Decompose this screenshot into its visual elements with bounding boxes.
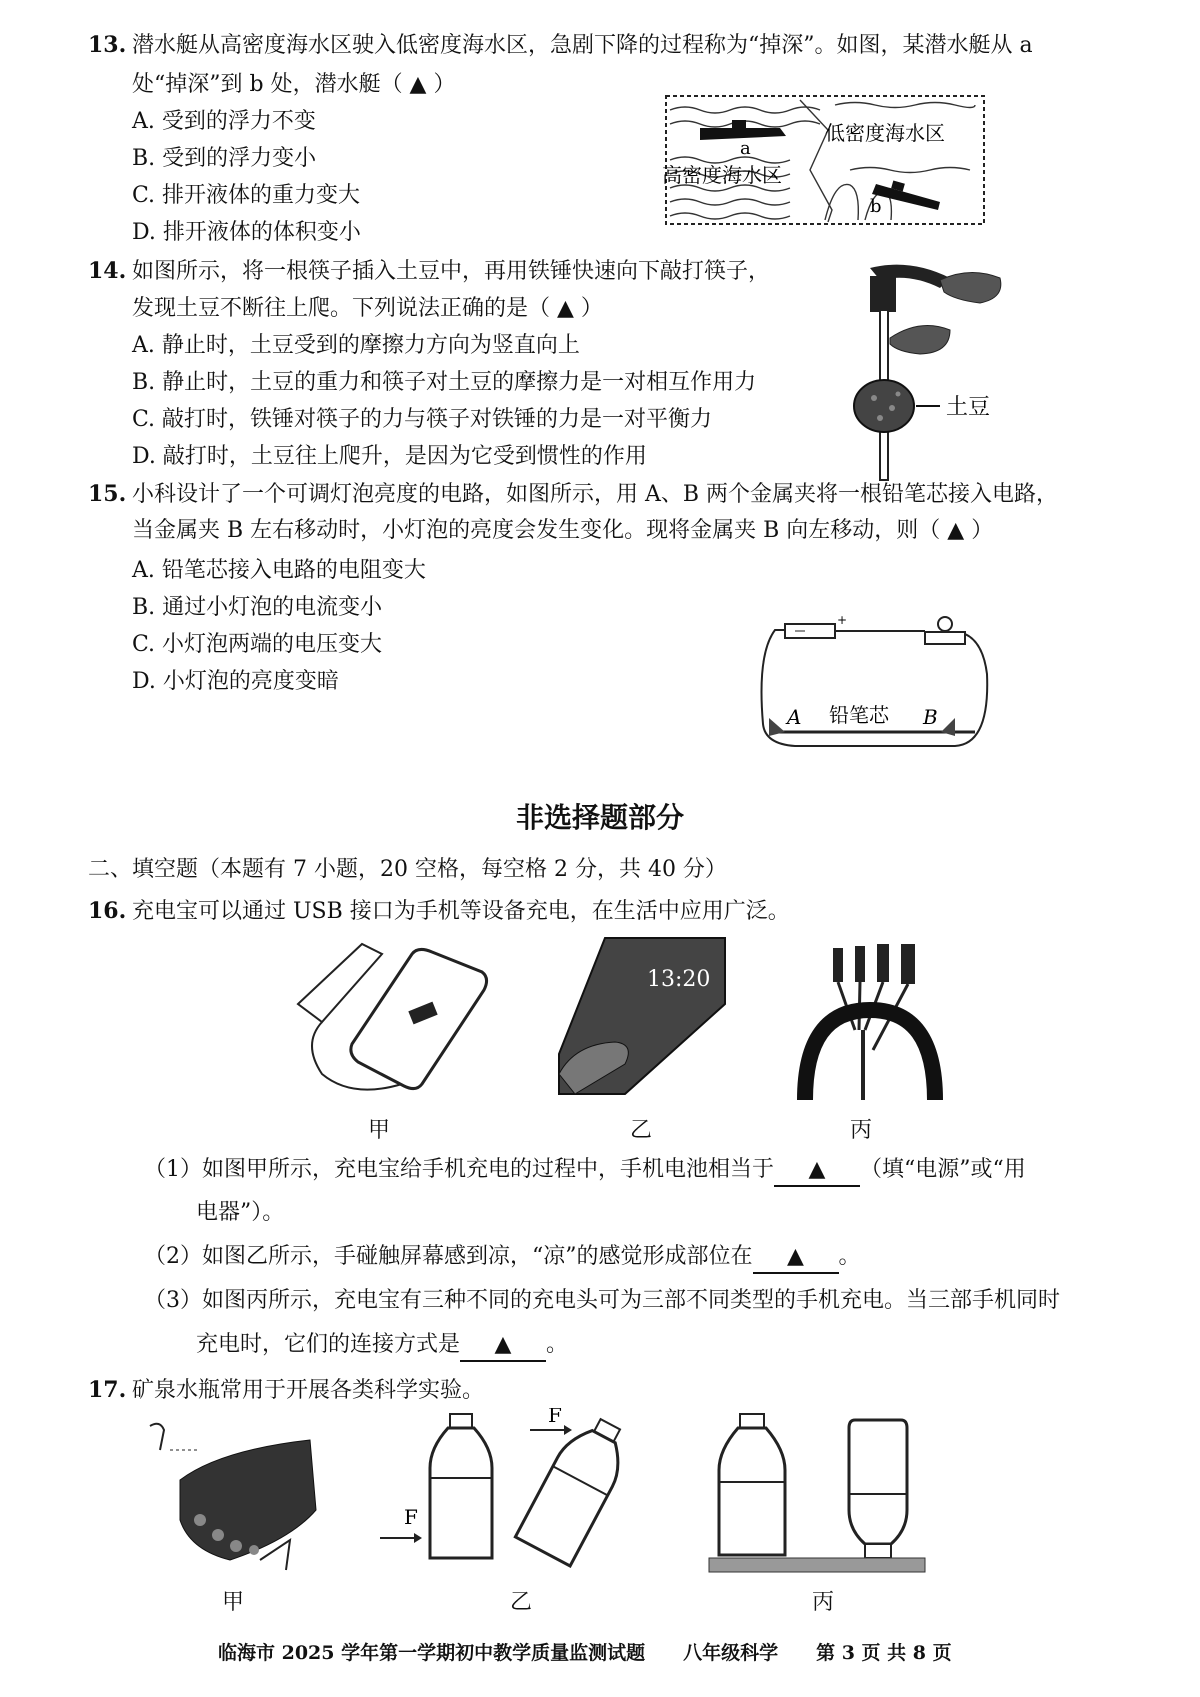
q16-cable-figure: [795, 940, 945, 1100]
q13-text-line1: 潜水艇从高密度海水区驶入低密度海水区，急剧下降的过程称为“掉深”。如图，某潜水艇从 a: [132, 33, 1033, 58]
q15-option-c[interactable]: C. 小灯泡两端的电压变大: [132, 632, 383, 657]
q16-caption-yi: 乙: [630, 1118, 653, 1143]
part2-heading: 二、填空题（本题有 7 小题，20 空格，每空格 2 分，共 40 分）: [88, 857, 727, 882]
q16-sub1-text-a: （1）如图甲所示，充电宝给手机充电的过程中，手机电池相当于: [144, 1157, 774, 1182]
page-footer: 临海市 2025 学年第一学期初中教学质量监测试题 八年级科学 第 3 页 共 8 页: [218, 1642, 952, 1664]
q15-fig-label-a: A: [787, 705, 802, 729]
q15-option-a[interactable]: A. 铅笔芯接入电路的电阻变大: [132, 558, 426, 583]
q13-fig-label-high: 高密度海水区: [662, 163, 782, 187]
q14-option-b[interactable]: B. 静止时，土豆的重力和筷子对土豆的摩擦力是一对相互作用力: [132, 370, 757, 395]
q17-caption-jia: 甲: [222, 1590, 245, 1615]
q13-submarine-figure: [660, 90, 990, 230]
q15-circuit-figure: [755, 614, 995, 750]
q15-text-line2: 当金属夹 B 左右移动时，小灯泡的亮度会发生变化。现将金属夹 B 向左移动，则（ ▲ ）: [132, 518, 994, 543]
q13-fig-label-low: 低密度海水区: [825, 121, 945, 145]
q17-caption-yi: 乙: [510, 1590, 533, 1615]
q17-force-label-2: F: [548, 1408, 562, 1427]
section-title: 非选择题部分: [515, 801, 684, 834]
q16-sub3-line2: [196, 1330, 568, 1362]
q14-text-line2: 发现土豆不断往上爬。下列说法正确的是（ ▲ ）: [132, 296, 603, 321]
q16-sub3-blank[interactable]: ▲: [460, 1330, 546, 1362]
q16-sub1-text-c: 电器”）。: [196, 1200, 285, 1225]
q13-fig-label-a: a: [740, 138, 751, 159]
q17-number: 17.: [88, 1377, 127, 1403]
q17-bottle-figure-bing: [705, 1410, 930, 1575]
q13-stem: [88, 30, 1033, 61]
q15-number: 15.: [88, 481, 127, 507]
q17-caption-bing: 丙: [812, 1590, 835, 1615]
q16-sub2-blank[interactable]: ▲: [753, 1242, 839, 1274]
q16-number: 16.: [88, 898, 127, 924]
q13-option-b[interactable]: B. 受到的浮力变小: [132, 146, 317, 171]
q14-potato-figure: [840, 258, 1030, 488]
q13-fig-label-b: b: [870, 196, 882, 217]
svg-text:+: +: [837, 614, 848, 627]
q13-option-c[interactable]: C. 排开液体的重力变大: [132, 183, 361, 208]
q15-fig-label-pencil: 铅笔芯: [829, 703, 889, 727]
q15-option-d[interactable]: D. 小灯泡的亮度变暗: [132, 669, 339, 694]
q16-sub1-blank[interactable]: ▲: [774, 1155, 860, 1187]
q15-stem: [88, 479, 1058, 510]
q13-text-line2: 处“掉深”到 b 处，潜水艇（ ▲ ）: [132, 72, 456, 97]
q15-fig-label-b: B: [923, 705, 938, 729]
q16-powerbank-figure: [292, 934, 492, 1104]
q16-sub2-text-a: （2）如图乙所示，手碰触屏幕感到凉，“凉”的感觉形成部位在: [144, 1244, 753, 1269]
q16-stem: [88, 896, 790, 927]
q16-sub3-text-b: 充电时，它们的连接方式是: [196, 1332, 461, 1357]
q17-stem: [88, 1375, 484, 1406]
q14-option-a[interactable]: A. 静止时，土豆受到的摩擦力方向为竖直向上: [132, 333, 580, 358]
q14-option-c[interactable]: C. 敲打时，铁锤对筷子的力与筷子对铁锤的力是一对平衡力: [132, 407, 713, 432]
q15-option-b[interactable]: B. 通过小灯泡的电流变小: [132, 595, 383, 620]
q16-phone-time: 13:20: [647, 967, 711, 992]
q16-sub1-line1: [144, 1155, 1026, 1187]
q17-force-label-1: F: [404, 1505, 418, 1529]
q16-sub3-line1: （3）如图丙所示，充电宝有三种不同的充电头可为三部不同类型的手机充电。当三部手机同时: [144, 1288, 1061, 1313]
q16-sub2: [144, 1242, 861, 1274]
q16-text: 充电宝可以通过 USB 接口为手机等设备充电，在生活中应用广泛。: [132, 899, 790, 924]
q14-fig-label-potato: 土豆: [946, 395, 991, 420]
q13-option-a[interactable]: A. 受到的浮力不变: [132, 109, 316, 134]
q15-text-line1: 小科设计了一个可调灯泡亮度的电路，如图所示，用 A、B 两个金属夹将一根铅笔芯接入电路，: [132, 482, 1059, 507]
q13-option-d[interactable]: D. 排开液体的体积变小: [132, 220, 361, 245]
q16-sub1-text-b: （填“电源”或“用: [860, 1157, 1026, 1182]
q16-caption-jia: 甲: [368, 1118, 391, 1143]
q14-stem: [88, 256, 770, 287]
q17-bottle-figure-yi: [380, 1408, 630, 1568]
q14-number: 14.: [88, 258, 127, 284]
q17-text: 矿泉水瓶常用于开展各类科学实验。: [132, 1378, 485, 1403]
q14-option-d[interactable]: D. 敲打时，土豆往上爬升，是因为它受到惯性的作用: [132, 444, 647, 469]
q16-sub3-text-c: 。: [546, 1332, 569, 1357]
q14-text-line1: 如图所示，将一根筷子插入土豆中，再用铁锤快速向下敲打筷子，: [132, 259, 771, 284]
q16-phone-figure: [555, 934, 730, 1104]
q13-number: 13.: [88, 32, 127, 58]
q16-caption-bing: 丙: [850, 1118, 873, 1143]
q17-bottle-figure-jia: [140, 1420, 320, 1580]
q16-sub2-text-b: 。: [838, 1244, 861, 1269]
